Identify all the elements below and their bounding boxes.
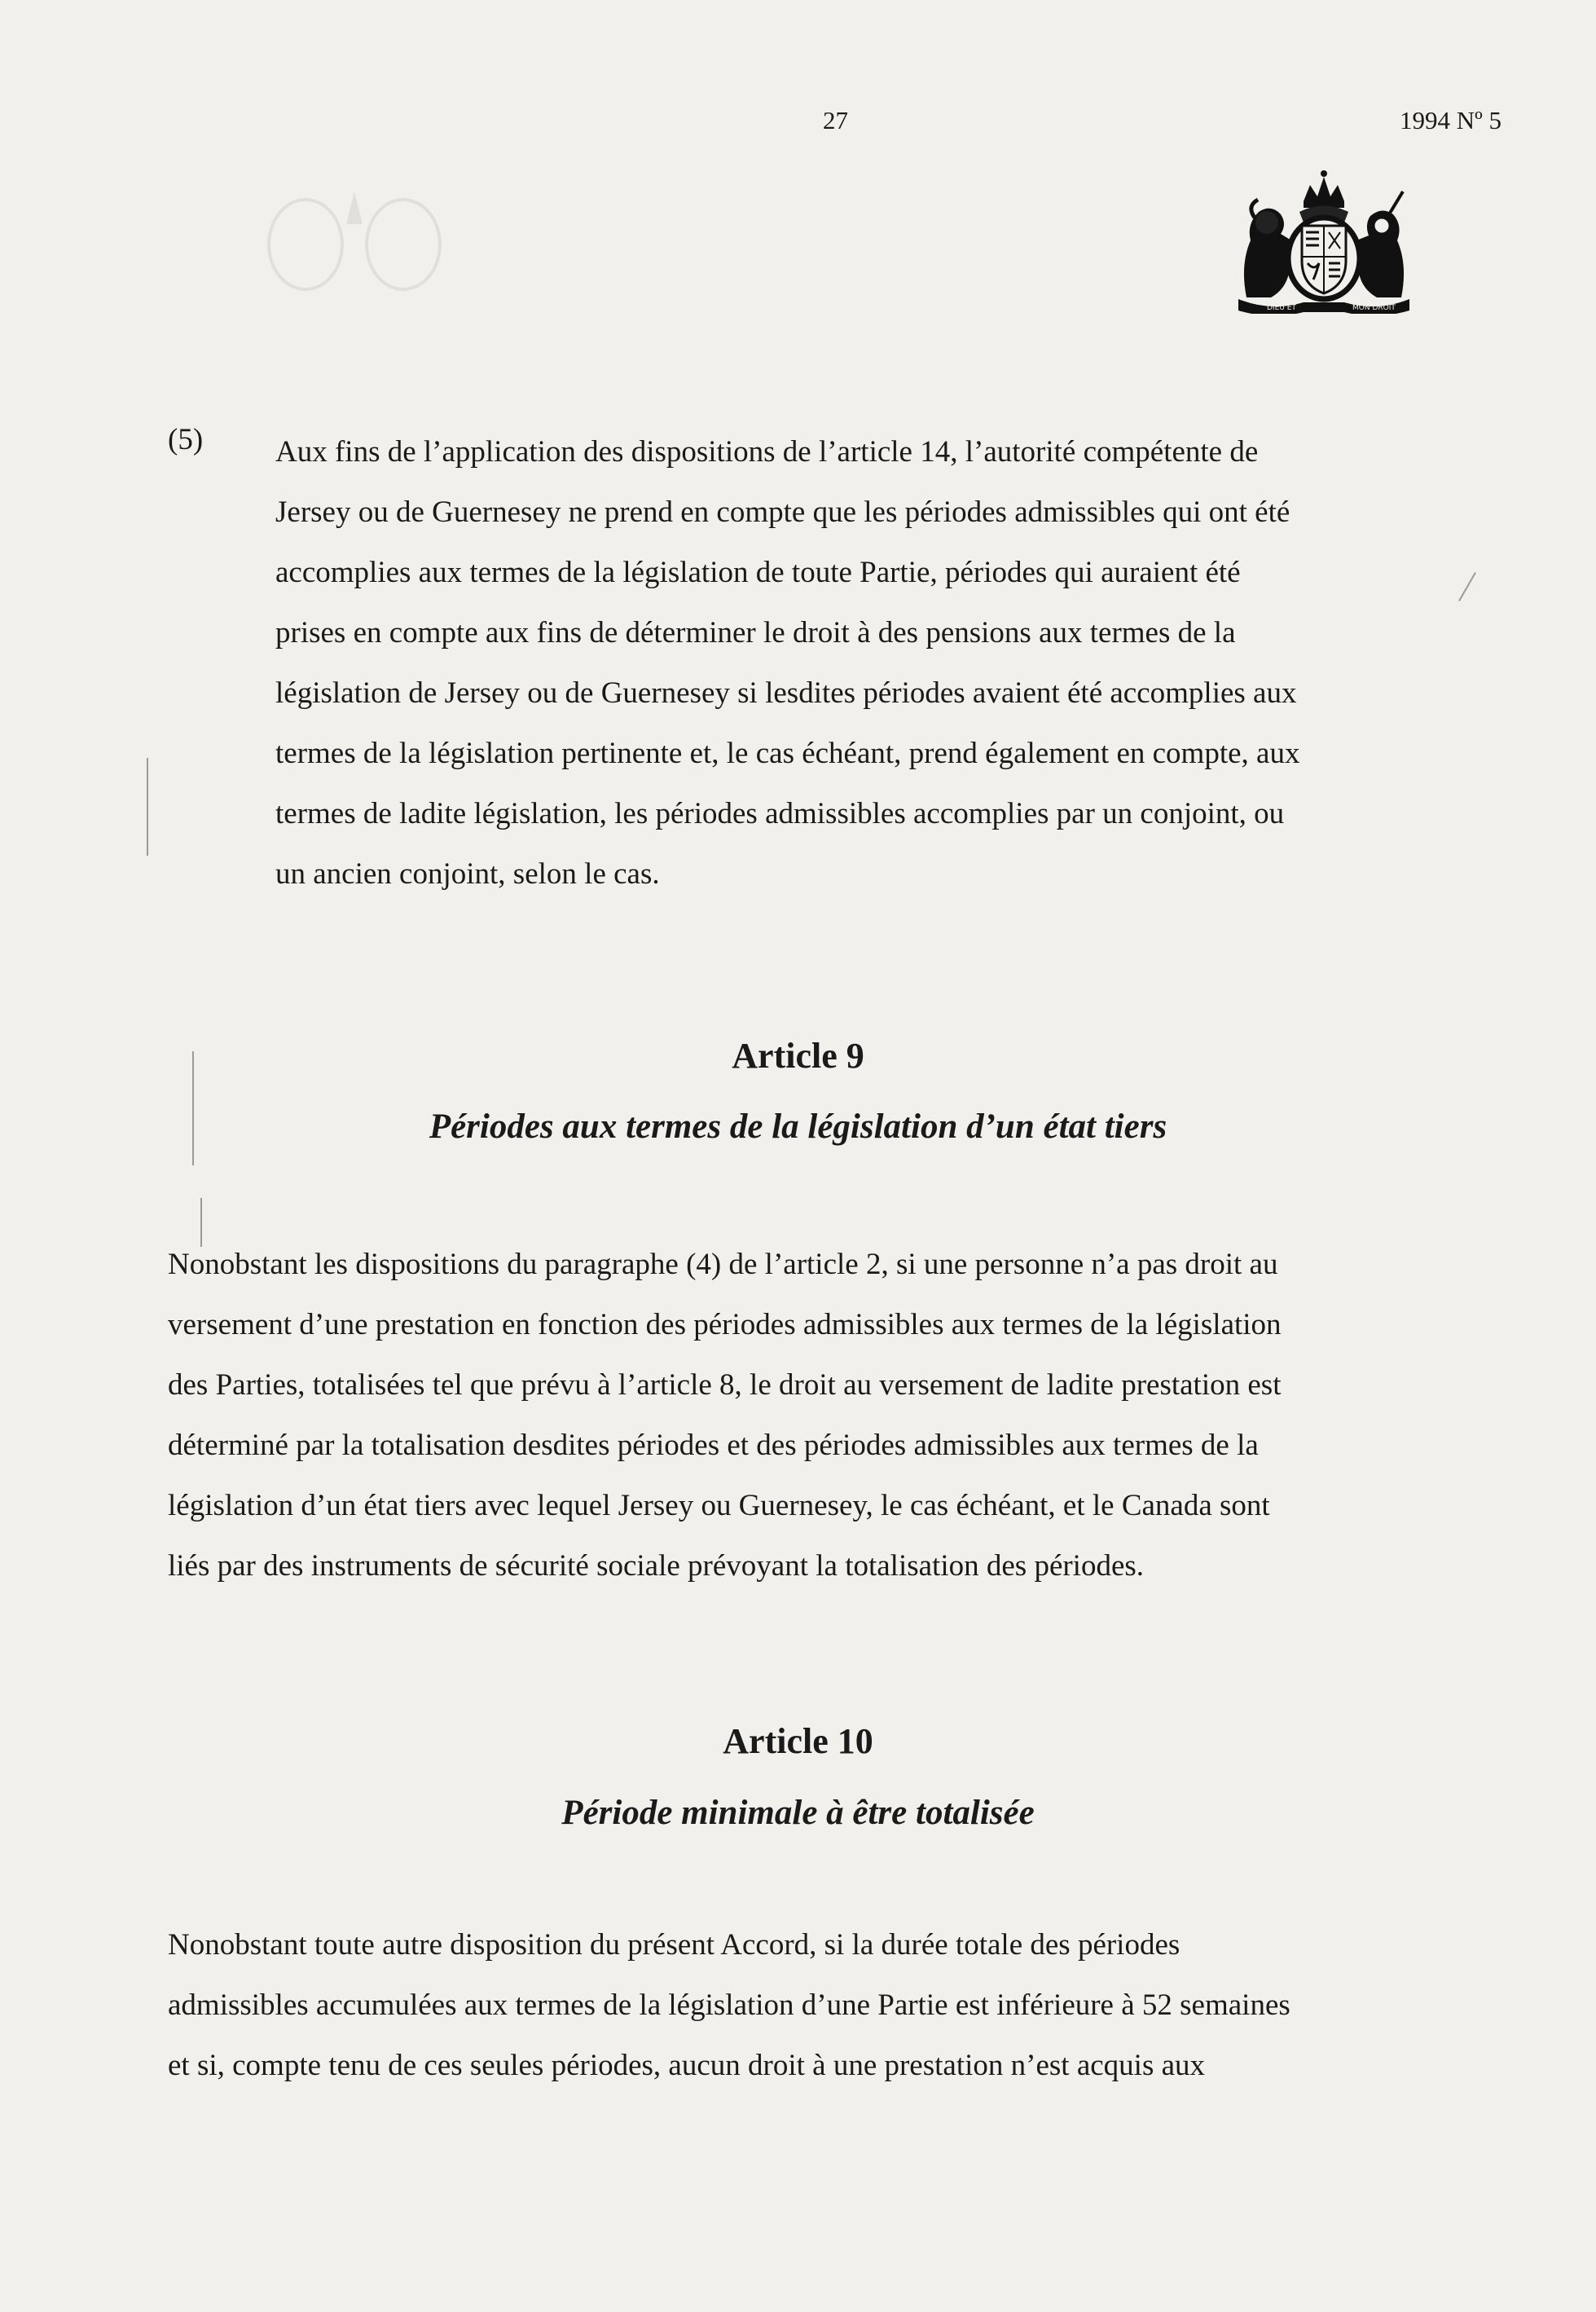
paragraph-line: déterminé par la totalisation desdites périodes et des périodes admissibles aux termes de la — [168, 1429, 1259, 1462]
show-through-crest-icon — [257, 175, 460, 297]
paragraph-line: termes de la législation pertinente et, le cas échéant, prend également en compte, aux — [275, 737, 1300, 770]
paragraph-line: versement d’une prestation en fonction des périodes admissibles aux termes de la législation — [168, 1308, 1282, 1341]
paragraph-line: Nonobstant les dispositions du paragraphe (4) de l’article 2, si une personne n’a pas droit au — [168, 1248, 1278, 1281]
paragraph-line: liés par des instruments de sécurité sociale prévoyant la totalisation des périodes. — [168, 1549, 1145, 1583]
margin-mark — [147, 758, 148, 856]
motto-left: DIEU ET — [1267, 304, 1296, 312]
paragraph-line: Jersey ou de Guernesey ne prend en compte que les périodes admissibles qui ont été — [275, 495, 1290, 529]
article-9-subtitle: Périodes aux termes de la législation d’un état tiers — [429, 1108, 1167, 1146]
article-10-subtitle: Période minimale à être totalisée — [561, 1794, 1035, 1832]
paragraph-line: Aux fins de l’application des dispositions de l’article 14, l’autorité compétente de — [275, 435, 1259, 469]
paragraph-5-text — [275, 422, 1504, 905]
paragraph-line: des Parties, totalisées tel que prévu à l’article 8, le droit au versement de ladite prestation est — [168, 1368, 1282, 1402]
paragraph-line: admissibles accumulées aux termes de la législation d’une Partie est inférieure à 52 semaines — [168, 1988, 1290, 2022]
paragraph-number: (5) — [168, 423, 204, 456]
article-9-body — [168, 1235, 1504, 1596]
paragraph-line: accomplies aux termes de la législation de toute Partie, périodes qui auraient été — [275, 556, 1241, 589]
motto-right: MON DROIT — [1352, 304, 1396, 312]
paragraph-line: législation de Jersey ou de Guernesey si lesdites périodes avaient été accomplies aux — [275, 676, 1297, 710]
paragraph-line: législation d’un état tiers avec lequel Jersey ou Guernesey, le cas échéant, et le Canada sont — [168, 1489, 1270, 1522]
paragraph-line: Nonobstant toute autre disposition du présent Accord, si la durée totale des périodes — [168, 1928, 1181, 1962]
paragraph-line: un ancien conjoint, selon le cas. — [275, 857, 660, 891]
paragraph-line: prises en compte aux fins de déterminer le droit à des pensions aux termes de la — [275, 616, 1236, 650]
page-number: 27 — [823, 106, 848, 134]
article-10-body — [168, 1915, 1504, 2096]
article-9-heading: Article 9 — [732, 1036, 864, 1076]
paragraph-line: et si, compte tenu de ces seules périodes, aucun droit à une prestation n’est acquis aux — [168, 2049, 1206, 2082]
royal-coat-of-arms-icon — [1222, 167, 1426, 314]
document-reference: 1994 Nº 5 — [1400, 106, 1501, 134]
article-10-heading: Article 10 — [723, 1721, 873, 1761]
paragraph-line: termes de ladite législation, les périodes admissibles accomplies par un conjoint, ou — [275, 797, 1285, 830]
